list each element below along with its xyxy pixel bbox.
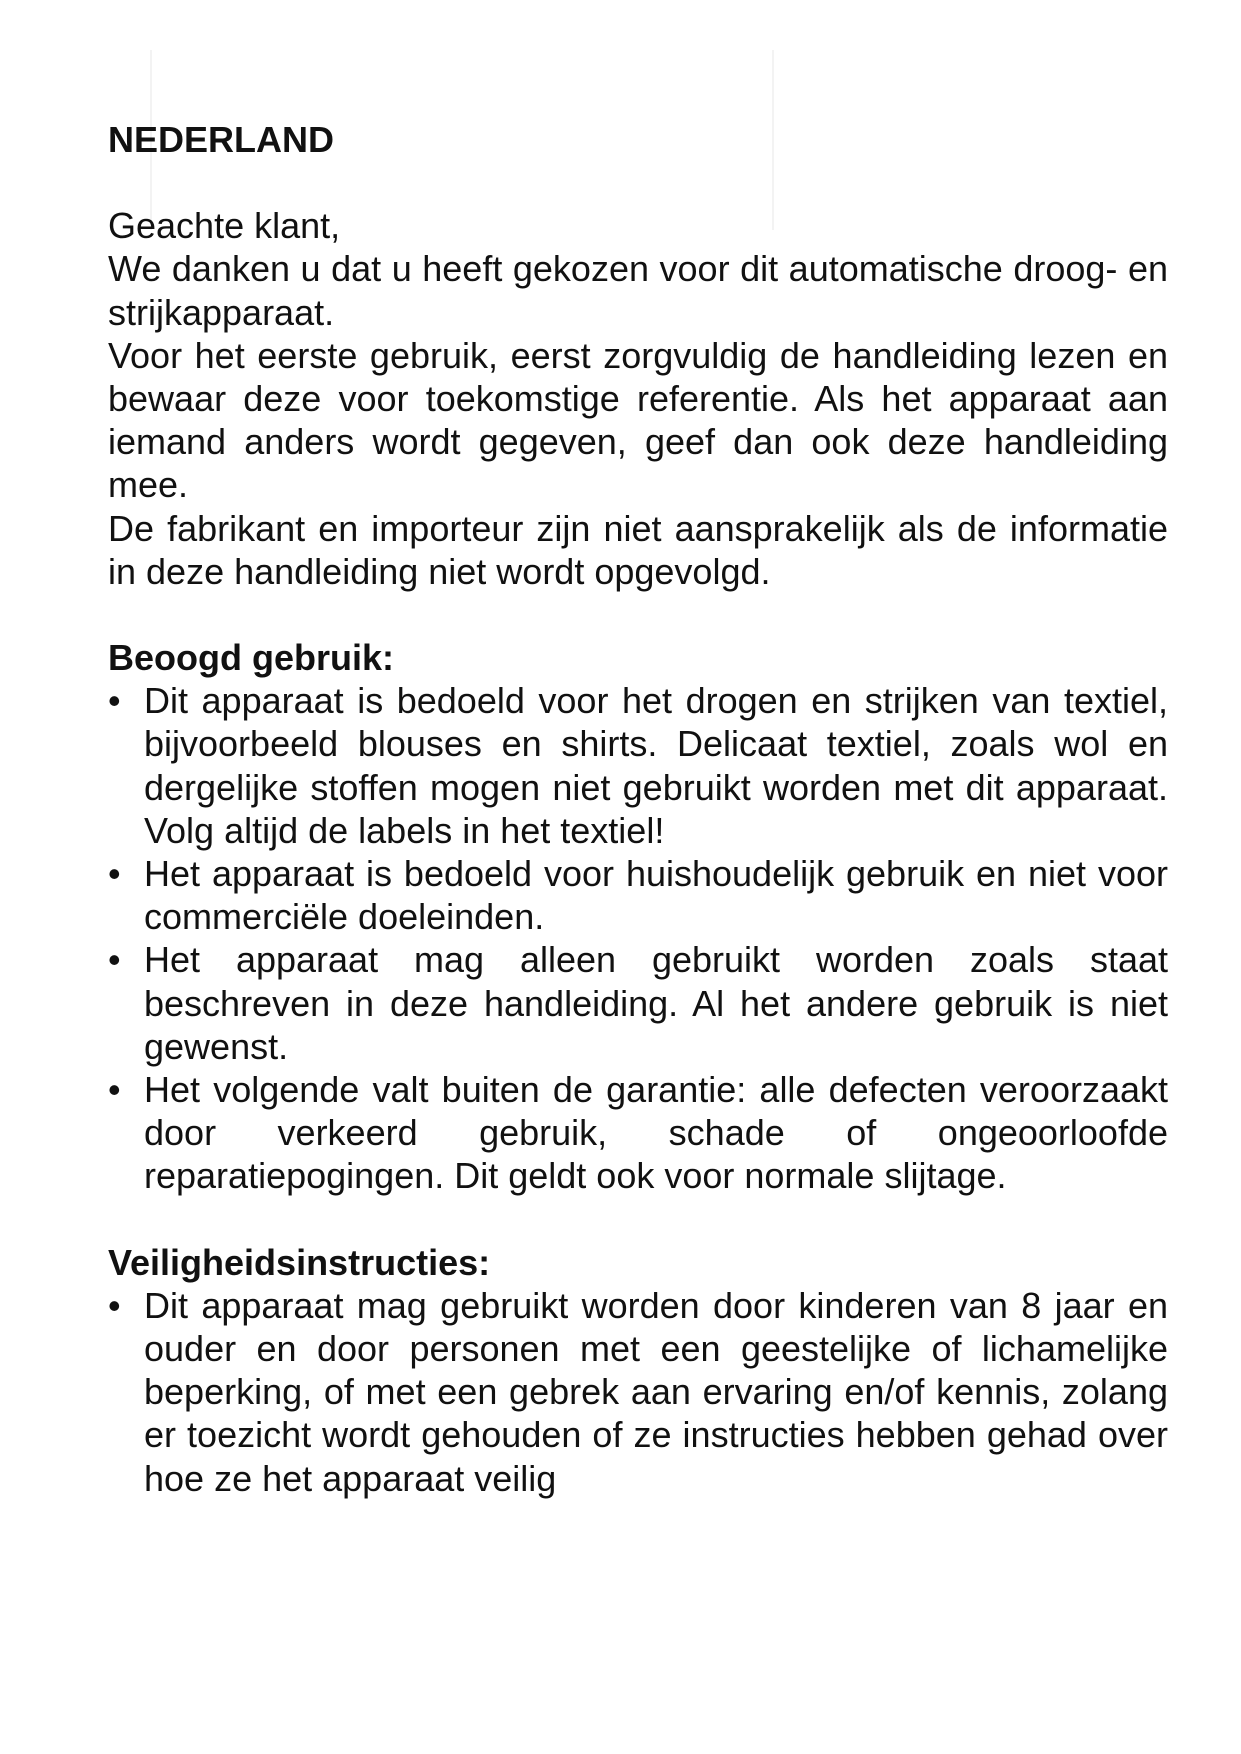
list-item-text: Het apparaat mag alleen gebruikt worden zoals staat beschreven in deze handleiding. Al het andere gebruik is niet gewenst. [144,939,1168,1067]
list-item-text: Dit apparaat mag gebruikt worden door kinderen van 8 jaar en ouder en door personen met een geestelijke of lichamelijke beperking, of met een gebrek aan ervaring en/of kennis, zolang er toezicht wordt gehouden of ze instructies hebben gehad over hoe ze het apparaat veilig [144,1284,1168,1499]
safety-heading: Veiligheidsinstructies: [108,1241,491,1283]
bullet-icon: • [108,680,121,722]
safety-list [108,1284,1168,1500]
list-item [108,1284,1168,1500]
country-heading: NEDERLAND [108,119,335,160]
bullet-icon: • [108,853,121,895]
list-item-text: Dit apparaat is bedoeld voor het drogen en strijken van textiel, bijvoorbeeld blouses en shirts. Delicaat textiel, zoals wol en dergelijke stoffen mogen niet gebruikt worden met dit apparaat. Volg altijd de labels in het textiel! [144,680,1168,851]
list-item [108,852,1168,938]
safety-section [108,1241,1168,1500]
bullet-icon: • [108,939,121,981]
list-item [108,938,1168,1068]
list-item-text: Het apparaat is bedoeld voor huishoudelijk gebruik en niet voor commerciële doeleinden. [144,853,1168,938]
intended-use-heading: Beoogd gebruik: [108,637,394,679]
list-item [108,679,1168,852]
intro-paragraph: Voor het eerste gebruik, eerst zorgvuldig de handleiding lezen en bewaar deze voor toekomstige referentie. Als het apparaat aan iemand anders wordt gegeven, geef dan ook deze handleiding mee. [108,334,1168,506]
intro-section [108,204,1168,593]
bullet-icon: • [108,1284,121,1326]
intro-paragraph: We danken u dat u heeft gekozen voor dit automatische droog- en strijkapparaat. [108,248,1168,333]
intended-use-list [108,679,1168,1197]
manual-page [108,118,1168,1500]
bullet-icon: • [108,1069,121,1111]
salutation: Geachte klant, [108,205,341,247]
intro-paragraph: De fabrikant en importeur zijn niet aansprakelijk als de informatie in deze handleiding niet wordt opgevolgd. [108,507,1168,592]
list-item [108,1068,1168,1198]
list-item-text: Het volgende valt buiten de garantie: alle defecten veroorzaakt door verkeerd gebruik, schade of ongeoorloofde reparatiepogingen. Dit geldt ook voor normale slijtage. [144,1069,1168,1197]
intended-use-section [108,636,1168,1198]
